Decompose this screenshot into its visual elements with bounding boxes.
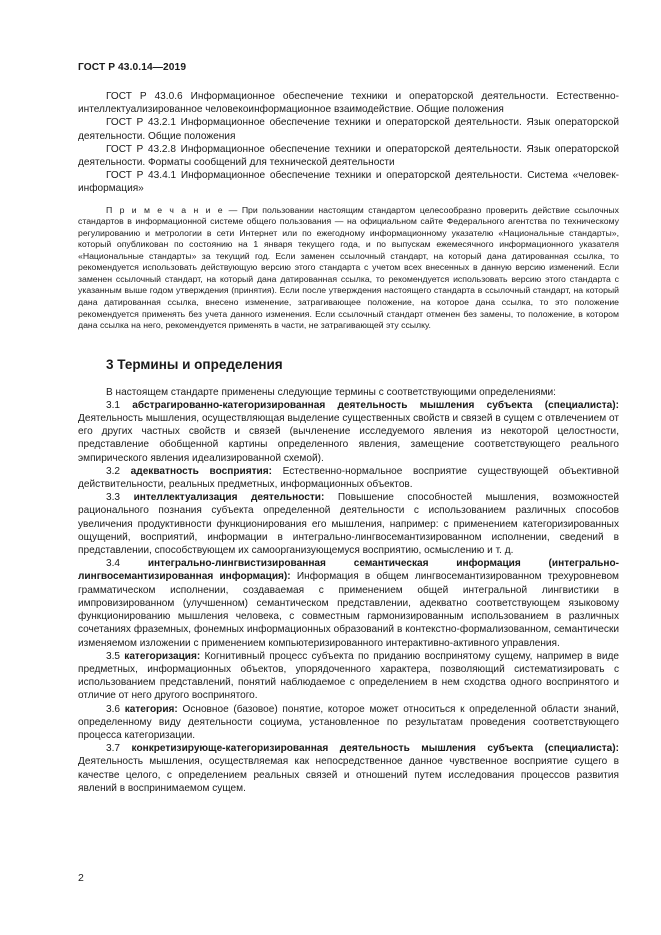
- term-entry: [78, 703, 619, 743]
- reference-item: ГОСТ Р 43.2.8 Информационное обеспечение техники и операторской деятельности. Язык операторской деятельности. Форматы сообщений для технической деятельности: [78, 143, 619, 169]
- reference-item: ГОСТ Р 43.2.1 Информационное обеспечение техники и операторской деятельности. Язык операторской деятельности. Общие положения: [78, 117, 619, 142]
- term-definition: Естественно-нормальное восприятие существующей объективной действительности, реальных предметных, информационных объектов.: [78, 465, 619, 491]
- term-name: интеллектуализация деятельности:: [133, 492, 325, 504]
- reference-item: ГОСТ Р 43.0.6 Информационное обеспечение техники и операторской деятельности. Естественно-интеллектуализированное человекоинформационное взаимодействие. Общие положения: [78, 91, 619, 116]
- term-name: адекватность восприятия:: [130, 465, 272, 477]
- term-name: категория:: [124, 703, 178, 715]
- term-number: 3.6: [106, 703, 125, 715]
- page-number: 2: [78, 872, 84, 884]
- terms-section: [78, 386, 619, 795]
- note-label: П р и м е ч а н и е: [106, 204, 225, 215]
- term-number: 3.7: [106, 743, 132, 755]
- term-definition: Повышение способностей мышления, возможностей рационального познания субъекта определенной деятельности с использованием различных способов увеличения продуктивности функционирования его мышления, например: с применением категоризированных ощущений, восприятий, информации в интегрально-лингвосемантизированном исполнении, сведений в представлении, способствующем их самоорганизующемуся восприятию, осмыслению и т. д.: [78, 492, 620, 557]
- normative-references: [78, 90, 619, 196]
- term-name: категоризация:: [124, 650, 201, 662]
- term-definition: Основное (базовое) понятие, которое может относиться к определенной области знаний, определенному виду деятельности социума, установленное по результатам проведения соответствующего процесса категоризации.: [78, 703, 619, 741]
- note-text: — При пользовании настоящим стандартом целесообразно проверить действие ссылочных стандартов в информационной системе общего пользования — на официальном сайте Федерального агентства по техническому регулированию и метрологии в сети Интернет или по ежегодному информационному указателю «Национальные стандарты», который опубликован по состоянию на 1 января текущего года, и по выпускам ежемесячного информационного указателя «Национальные стандарты» за текущий год. Если заменен ссылочный стандарт, на который дана датированная ссылка, то рекомендуется использовать действующую версию этого стандарта с учетом всех внесенных в данную версию изменений. Если заменен ссылочный стандарт, на который дана датированная ссылка, то рекомендуется использовать версию этого стандарта с указанным выше годом утверждения (принятия). Если после утверждения настоящего стандарта в ссылочный стандарт, на который дана датированная ссылка, внесено изменение, затрагивающее положение, на которое дана ссылка, то это положение рекомендуется применять без учета данного изменения. Если ссылочный стандарт отменен без замены, то положение, в котором дана ссылка на него, рекомендуется применять в части, не затрагивающей эту ссылку.: [78, 204, 619, 331]
- term-entry: [78, 650, 619, 703]
- term-number: 3.5: [106, 650, 125, 662]
- page-content: [78, 90, 619, 795]
- term-definition: Информация в общем лингвосемантизированном трехуровневом грамматическом исполнении, создаваемая с применением общей интегральной лингвистики в импровизированном (улучшенном) семантическом представлении, адекватно соответствующем языковому функционированию мышления человека, с совместным гармонизированным использованием в различных сочетаниях фраземных, фонемных информационных образований в контекстно-формализованном, семантически изменяемом изложении с применением компьютеризированного интерактивно-активного управления.: [78, 571, 620, 649]
- term-definition: Когнитивный процесс субъекта по приданию воспринятому сущему, например в виде предметных, информационных объектов, упорядоченного характера, позволяющий систематизировать с использованием представлений, понятий наблюдаемое с определением в нем сходства одного воспринятого и отличие от него другого воспринятого.: [78, 650, 619, 702]
- term-number: 3.1: [106, 399, 133, 411]
- term-definition: Деятельность мышления, осуществляющая выделение существенных свойств и связей в сущем с отвлечением от его других частных свойств и связей (вычленение исследуемого явления из некоторой целостности, представление обобщенной картины определенного явления, замещение соответствующего реального эмпирического явления идеализированной схемой).: [78, 413, 619, 464]
- document-header: ГОСТ Р 43.0.14—2019: [78, 62, 187, 73]
- section-title: 3 Термины и определения: [106, 356, 283, 372]
- term-number: 3.2: [106, 465, 131, 477]
- term-name: конкретизирующе-категоризированная деятельность мышления субъекта (специалиста):: [131, 743, 619, 755]
- reference-item: ГОСТ Р 43.4.1 Информационное обеспечение техники и операторской деятельности. Система «человек-информация»: [78, 170, 619, 195]
- term-entry: [78, 465, 619, 491]
- term-entry: [78, 399, 619, 465]
- note-paragraph: [78, 205, 619, 332]
- term-name: интегрально-лингвистизированная семантическая информация (интегрально-лингвосемантизированная информация):: [78, 558, 619, 583]
- term-number: 3.4: [106, 558, 148, 570]
- term-entry: [78, 491, 619, 557]
- term-entry: [78, 557, 619, 649]
- section-intro: В настоящем стандарте применены следующие термины с соответствующими определениями:: [106, 386, 556, 398]
- term-entry: [78, 742, 619, 795]
- term-name: абстрагированно-категоризированная деятельность мышления субъекта (специалиста):: [132, 399, 619, 411]
- term-definition: Деятельность мышления, осуществляемая как непосредственное данное чувственное восприятие сущего в качестве целого, с определением реальных связей и отношений путем исследования процессов развития явлений в воспринимаемом сущем.: [78, 756, 619, 794]
- term-number: 3.3: [106, 492, 134, 504]
